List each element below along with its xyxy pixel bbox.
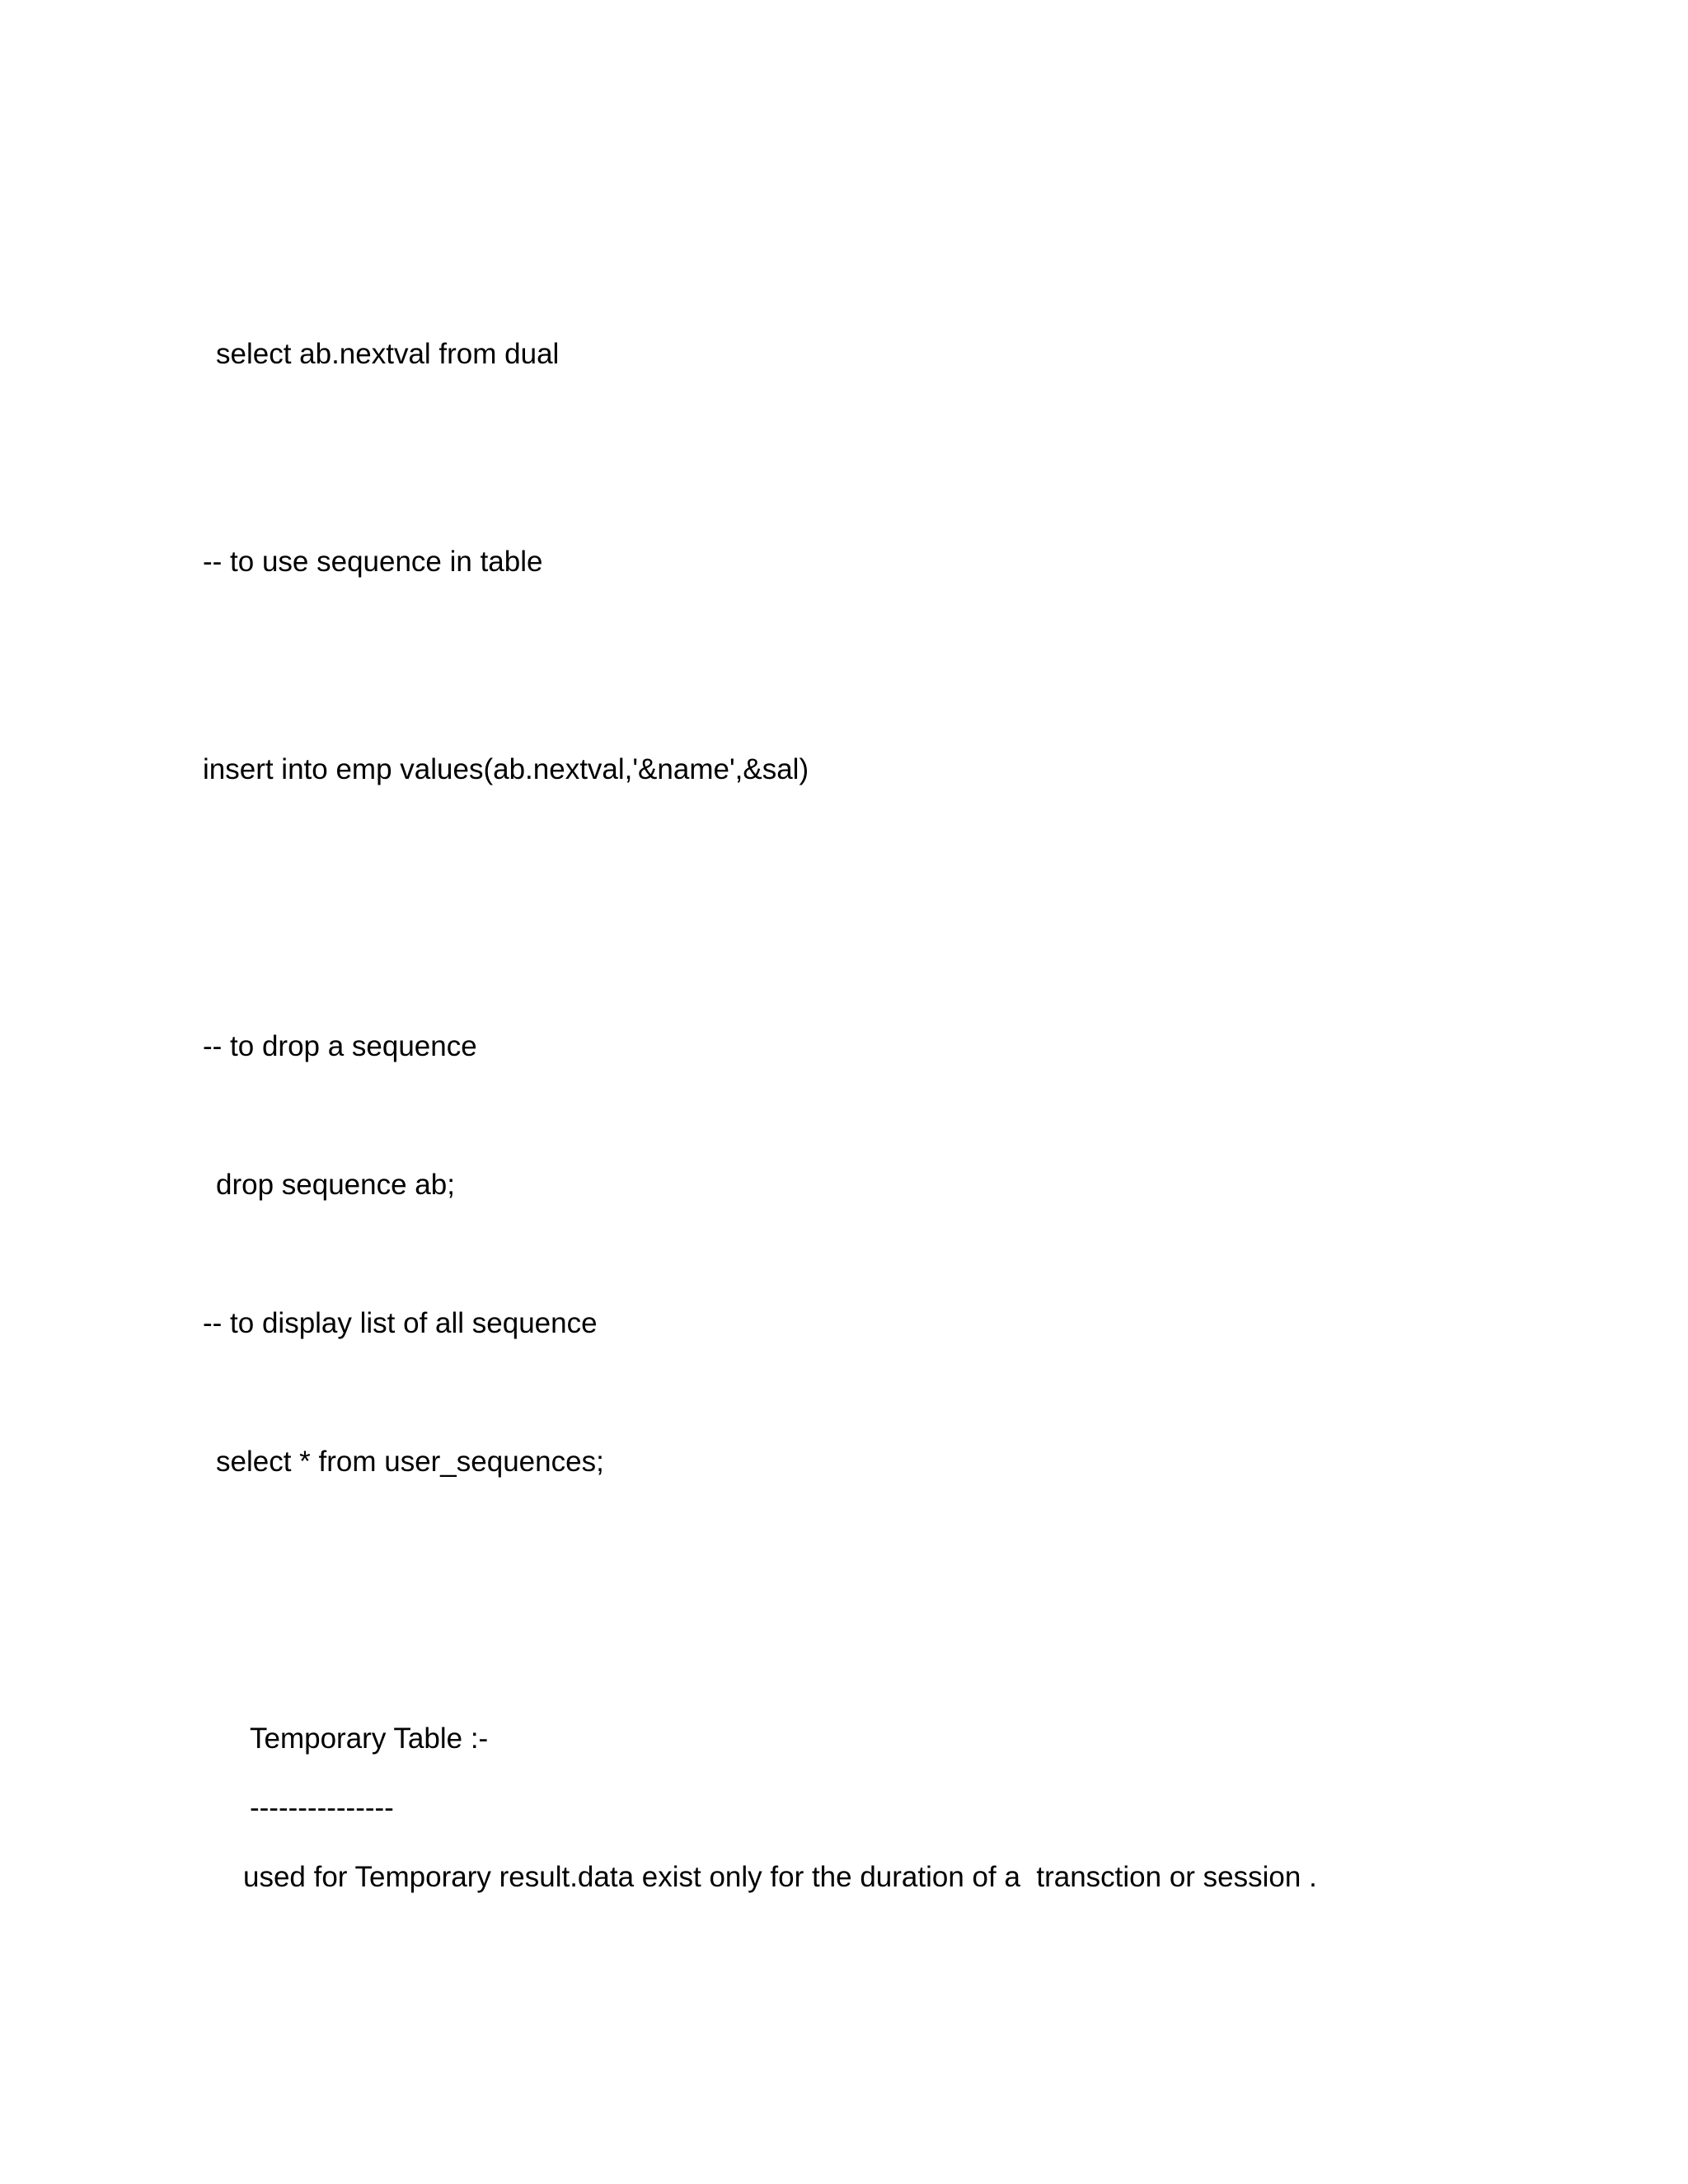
comment-use-sequence: -- to use sequence in table (203, 546, 543, 578)
sql-insert-statement: insert into emp values(ab.nextval,'&name',&sal) (203, 753, 809, 785)
comment-drop-sequence: -- to drop a sequence (203, 1030, 477, 1062)
sql-select-user-sequences: select * from user_sequences; (216, 1446, 604, 1478)
sql-drop-sequence: drop sequence ab; (216, 1169, 455, 1201)
section-heading-temporary-table: Temporary Table :- (250, 1722, 489, 1755)
heading-underline: --------------- (250, 1792, 394, 1824)
temporary-table-description: used for Temporary result.data exist only for the duration of a transction or session . (243, 1861, 1317, 1893)
comment-display-sequences: -- to display list of all sequence (203, 1307, 598, 1339)
sql-select-nextval: select ab.nextval from dual (216, 338, 560, 370)
